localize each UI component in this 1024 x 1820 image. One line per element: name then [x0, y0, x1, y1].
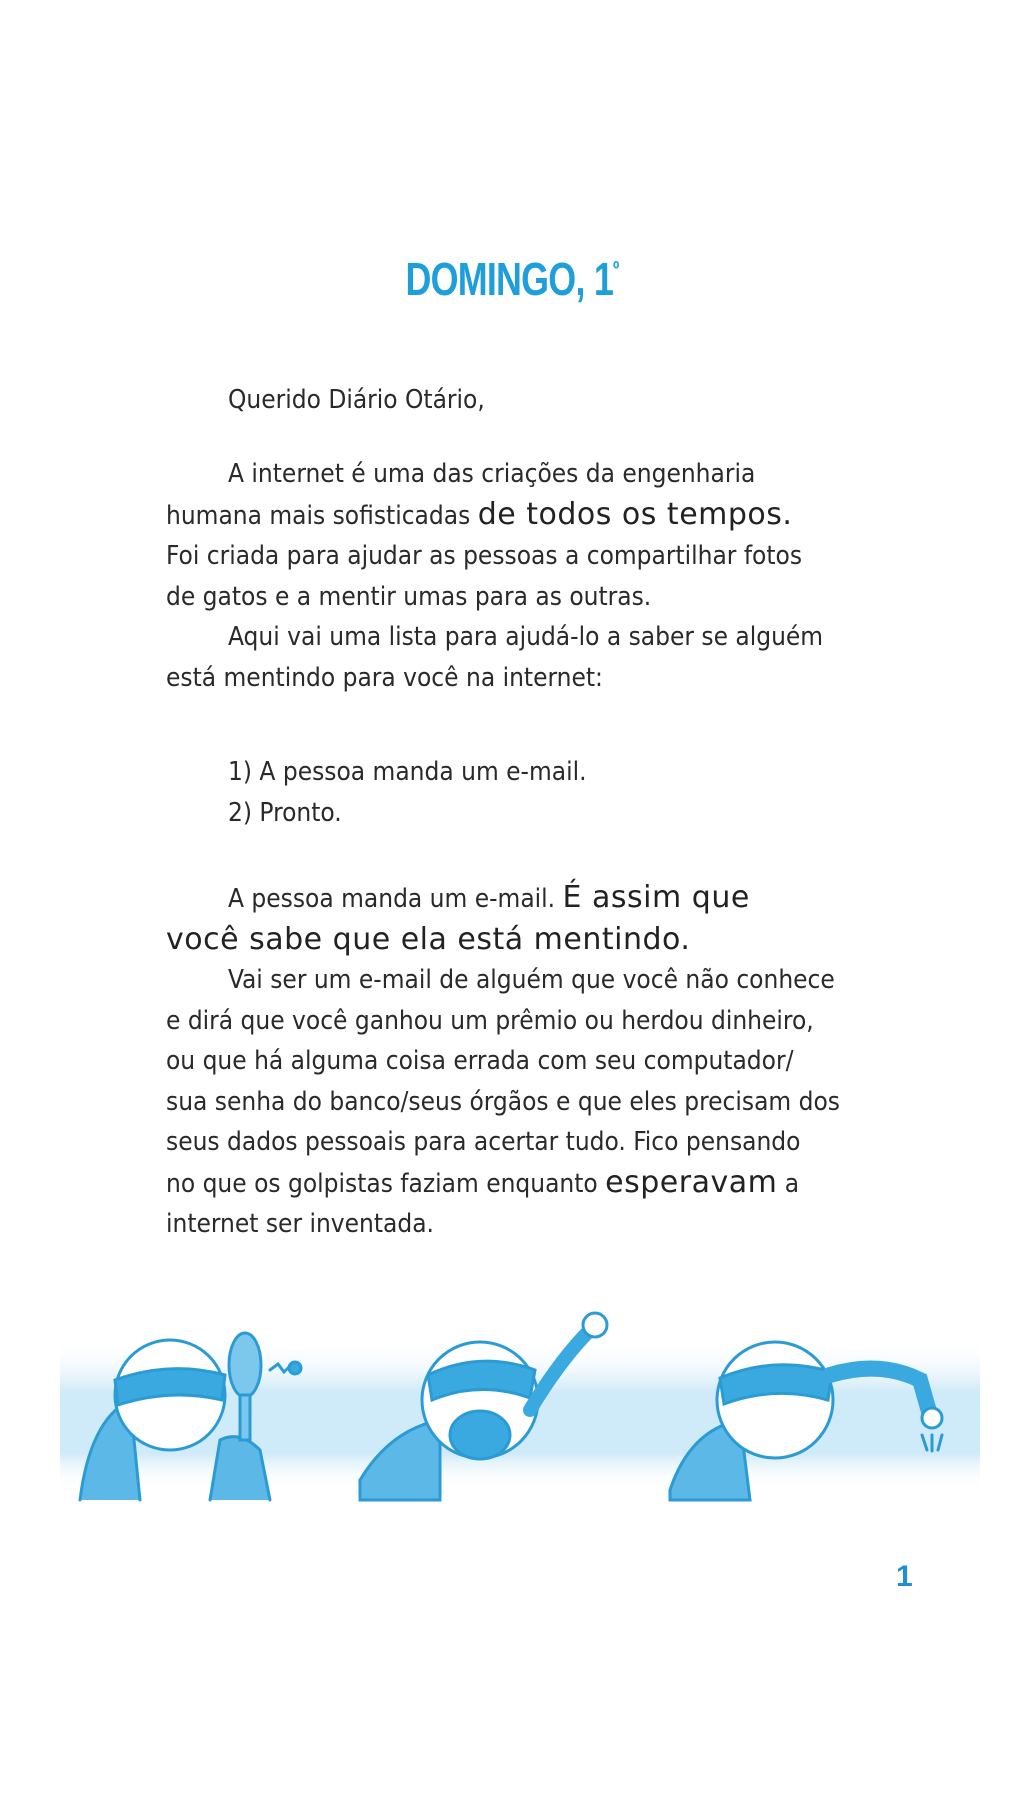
- text-line: seus dados pessoais para acertar tudo. Fico pensando: [166, 1127, 801, 1157]
- burglar-illustration: [60, 1300, 980, 1510]
- paragraph-intro: [166, 454, 906, 698]
- text-line: sua senha do banco/seus órgãos e que eles precisam dos: [166, 1086, 840, 1117]
- list-item: 2) Pronto.: [228, 797, 342, 828]
- emphasis-text: você sabe que ela está mentindo.: [166, 921, 691, 957]
- paragraph-scam: [166, 960, 906, 1245]
- text-line: está mentindo para você na internet:: [166, 662, 603, 693]
- text-line: humana mais sofisticadas de todos os tempos.: [166, 496, 793, 532]
- paragraph-conclusion: [166, 878, 906, 961]
- text-line: Vai ser um e-mail de alguém que você não conhece: [228, 965, 835, 995]
- emphasis-text: esperavam: [605, 1164, 778, 1200]
- text-line: Foi criada para ajudar as pessoas a compartilhar fotos: [166, 541, 803, 571]
- text-line: [166, 920, 906, 962]
- salutation: [166, 380, 906, 421]
- text-line: de gatos e a mentir umas para as outras.: [166, 581, 652, 612]
- title-text: DOMINGO, 1: [405, 253, 613, 305]
- text-line: A pessoa manda um e-mail. É assim que: [228, 880, 750, 915]
- page-number: 1: [896, 1560, 913, 1593]
- text-line: ou que há alguma coisa errada com seu computador/: [166, 1046, 794, 1076]
- text-line: Aqui vai uma lista para ajudá-lo a saber se alguém: [228, 622, 824, 652]
- list-item: 1) A pessoa manda um e-mail.: [228, 757, 587, 787]
- text-line: e dirá que você ganhou um prêmio ou herdou dinheiro,: [166, 1005, 814, 1036]
- salutation-text: Querido Diário Otário,: [228, 385, 485, 415]
- text-line: no que os golpistas faziam enquanto esperavam a: [166, 1164, 800, 1200]
- page-title: [113, 252, 912, 306]
- title-ordinal: º: [612, 256, 619, 281]
- text-line: A internet é uma das criações da engenharia: [228, 459, 756, 489]
- numbered-list: [166, 752, 906, 833]
- emphasis-text: de todos os tempos.: [477, 496, 793, 532]
- emphasis-text: É assim que: [562, 880, 750, 915]
- text-line: internet ser inventada.: [166, 1209, 434, 1239]
